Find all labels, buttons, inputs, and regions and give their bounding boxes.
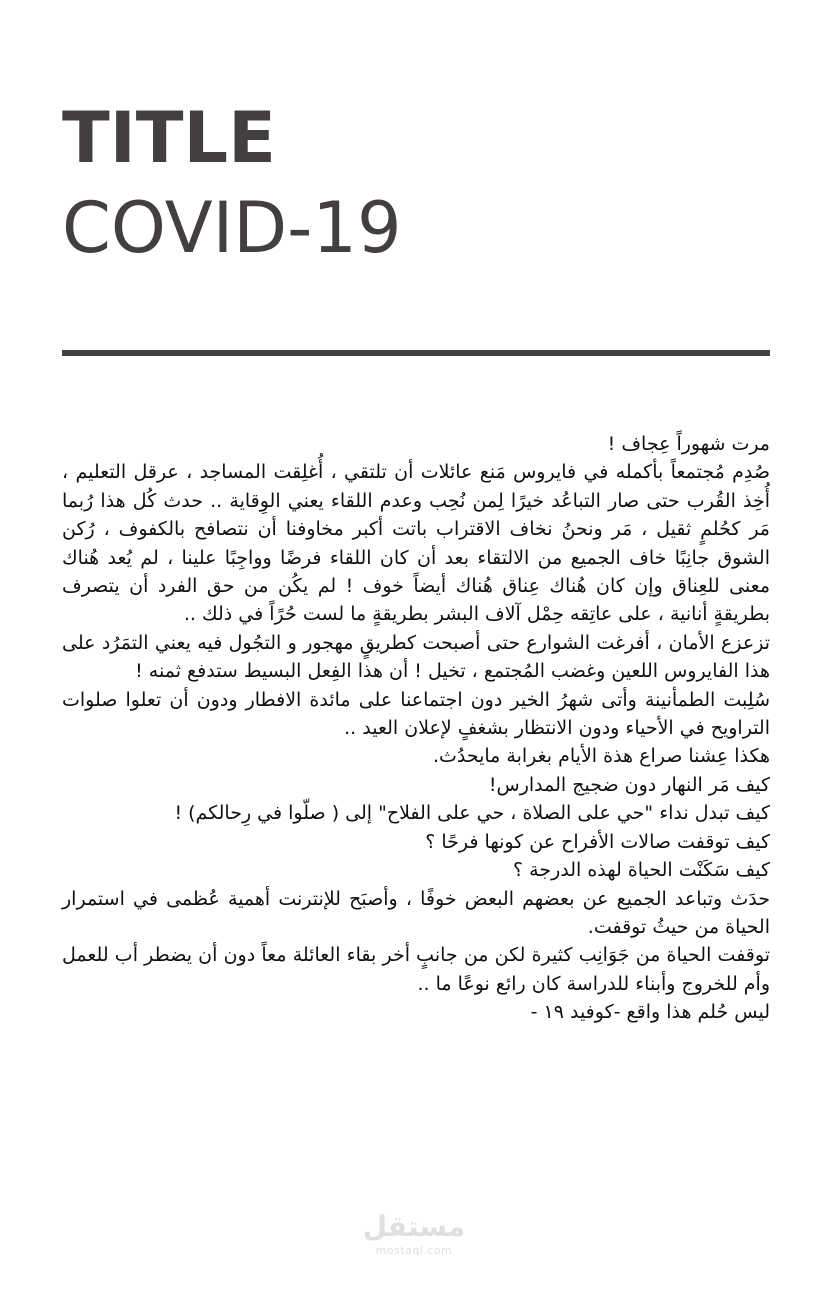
article-paragraph: توقفت الحياة من جَوَانِب كثيرة لكن من جانبٍ أخر بقاء العائلة معاً دون أن يضطر أب للعمل وأم للخروج وأبناء للدراسة كان رائع نوعًا ما ..: [62, 944, 770, 995]
document-title: COVID-19: [62, 187, 402, 269]
article-paragraph: سُلِبت الطمأنينة وأتى شهرُ الخير دون اجتماعنا على مائدة الافطار ودون أن تعلوا صلوات التراويح في الأحياء ودون الانتظار بشغفٍ لإعلان العيد ..: [62, 688, 770, 740]
article-paragraph: صُدِم مُجتمعاً بأكمله في فايروس مَنع عائلات أن تلتقي ، أُغلِقت المساجد ، عرقل التعليم ، أُخِذ القُرب حتى صار التباعُد خيرًا لِمن نُحِب وعدم اللقاء يعني الوِقاية .. حدث كُل هذا رُبما مَر كحُلمٍ ثقيل ، مَر ونحنُ نخاف الاقتراب باتت أكبر مخاوفنا أن نتصافح بالكفوف ، رُكن الشوق جانِبًا خاف الجميع من الالتقاء بعد أن كان اللقاء فرضًا وواجِبًا علينا ، لم يُعد هُناك معنى للعِناق وإن كان هُناك عِناق هُناك أيضاً خوف ! لم يكُن من حق الفرد أن يتصرف بطريقةٍ أنانية ، على عاتِقه حِمْل آلاف البشر بطريقةٍ ما لست حُرًاً في ذلك ..: [62, 461, 770, 626]
article-paragraph: ليس حُلم هذا واقع -كوفيد ١٩ -: [530, 1001, 770, 1024]
article-paragraph: كيف تبدل نداء "حي على الصلاة ، حي على الفلاح" إلى ( صلّوا في رِحالكم) !: [174, 802, 770, 825]
article-paragraph: هكذا عِشنا صراع هذة الأيام بغرابة مايحدُث.: [432, 745, 770, 768]
article-paragraph: تزعزع الأمان ، أفرغت الشوارع حتى أصبحت كطريقٍ مهجور و التجُول فيه يعني التمَرُد على هذا الفايروس اللعين وغضب المُجتمع ، تخيل ! أن هذا الفِعل البسيط ستدفع ثمنه !: [62, 631, 770, 683]
article-paragraph: حدَث وتباعد الجميع عن بعضهم البعض خوفًا ، وأصبَح للإنترنت أهمية عُظمى في استمرار الحياة من حيثُ توقفت.: [62, 887, 770, 938]
mostaql-watermark: [362, 1210, 466, 1258]
title-label: TITLE: [62, 97, 276, 179]
title-divider: [62, 350, 770, 356]
article-paragraph: كيف مَر النهار دون ضجيج المدارس!: [488, 773, 770, 796]
article-body: [62, 430, 770, 1027]
article-paragraph: كيف سَكَنْت الحياة لهذه الدرجة ؟: [513, 859, 770, 882]
article-paragraph: مرت شهوراً عِجاف !: [607, 433, 770, 455]
watermark-url: mostaql.com: [375, 1244, 453, 1257]
article-paragraph: كيف توقفت صالات الأفراح عن كونها فرحًا ؟: [425, 830, 770, 853]
watermark-logo: مستقل: [362, 1210, 466, 1243]
